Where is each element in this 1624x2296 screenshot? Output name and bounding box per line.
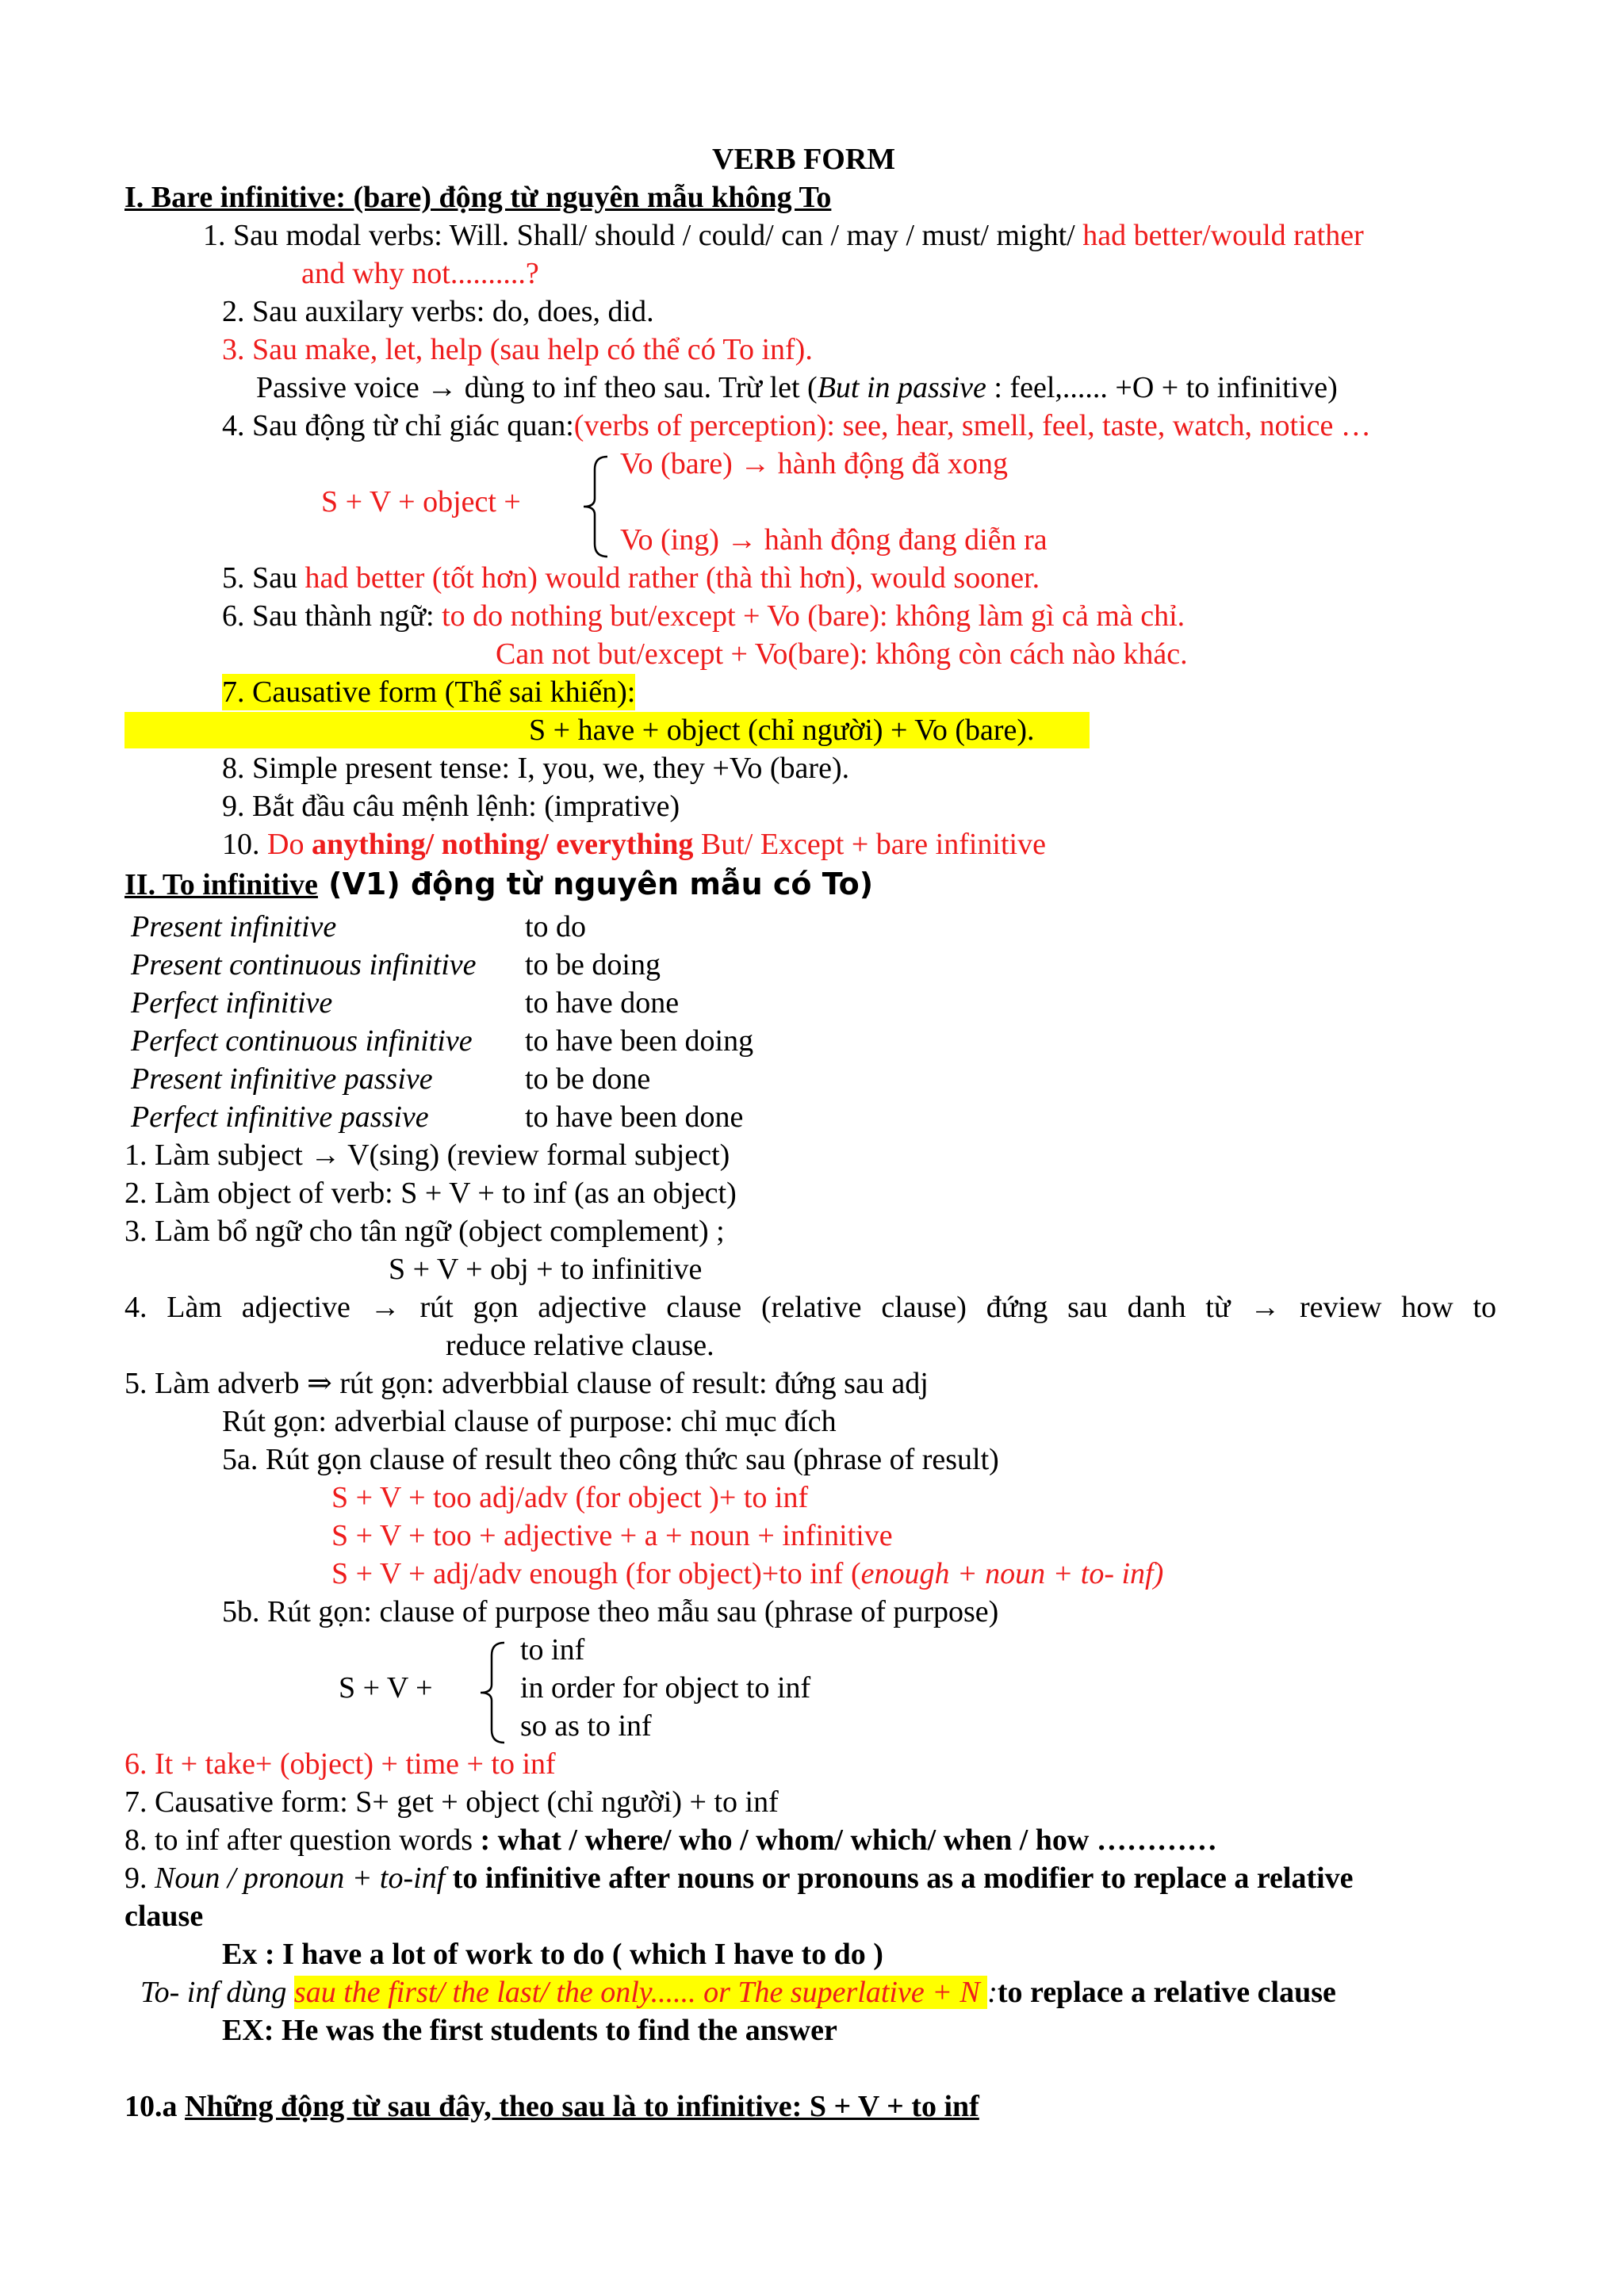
form-value: to have been doing	[525, 1024, 754, 1058]
s1-item-1-cont: and why not..........?	[301, 257, 539, 290]
s1-item-1-text: 1. Sau modal verbs: Will. Shall/ should / could/ can / may / must/ might/	[203, 219, 1083, 252]
s2-item-4-cont: reduce relative clause.	[446, 1329, 714, 1362]
perception-option-bare: Vo (bare) → hành động đã xong	[620, 447, 1008, 480]
s2-item-2: 2. Làm object of verb: S + V + to inf (as an object)	[124, 1177, 737, 1210]
s2-item-1: 1. Làm subject → V(sing) (review formal subject)	[124, 1138, 730, 1172]
section-2-heading	[124, 866, 873, 903]
perception-option-ing: Vo (ing) → hành động đang diễn ra	[620, 523, 1048, 557]
form-name: Perfect continuous infinitive	[131, 1024, 473, 1058]
s1-item-4-red: (verbs of perception): see, hear, smell, feel, taste, watch, notice …	[573, 409, 1371, 442]
s2-item-10a-text: Những động từ sau đây, theo sau là to infinitive: S + V + to inf	[185, 2090, 979, 2123]
s1-passive-c: : feel,...... +O + to infinitive)	[986, 371, 1338, 404]
s2-item-9-desc: to infinitive after nouns or pronouns as a modifier to replace a relative	[445, 1862, 1354, 1895]
s1-item-10-bold: anything/ nothing/ everything	[311, 828, 694, 861]
s2-item-3: 3. Làm bổ ngữ cho tân ngữ (object complement) ;	[124, 1215, 725, 1248]
s2-item-6: 6. It + take+ (object) + time + to inf	[124, 1747, 556, 1781]
purpose-option-1: to inf	[520, 1633, 585, 1667]
s1-item-6-cont: Can not but/except + Vo(bare): không còn cách nào khác.	[496, 637, 1188, 671]
example-1: Ex : I have a lot of work to do ( which I have to do )	[222, 1938, 883, 1971]
s1-item-10	[222, 826, 1046, 863]
s1-passive-a: Passive voice → dùng to inf theo sau. Trừ let (	[256, 371, 818, 404]
s1-item-5-red: had better (tốt hơn) would rather (thà thì hơn), would sooner.	[304, 561, 1040, 595]
s2-item-10a	[124, 2088, 979, 2125]
s1-item-8: 8. Simple present tense: I, you, we, they +Vo (bare).	[222, 752, 850, 785]
perception-formula: S + V + object +	[321, 485, 521, 519]
s1-item-2: 2. Sau auxilary verbs: do, does, did.	[222, 295, 654, 328]
s2-item-9	[124, 1860, 1354, 1896]
to-inf-usage-highlight: sau the first/ the last/ the only...... or The superlative + N	[293, 1976, 988, 2009]
page-title: VERB FORM	[712, 143, 896, 176]
purpose-formula: S + V +	[339, 1671, 433, 1705]
result-formula-3-a: S + V + adj/adv enough (for object)+to inf (	[331, 1557, 861, 1590]
section-2-heading-a: II. To infinitive	[124, 868, 318, 901]
s2-item-8-text: 8. to inf after question words	[124, 1823, 481, 1857]
result-formula-2: S + V + too + adjective + a + noun + infinitive	[331, 1519, 893, 1552]
s1-item-9: 9. Bắt đầu câu mệnh lệnh: (imprative)	[222, 790, 680, 823]
s2-item-4: 4. Làm adjective → rút gọn adjective clause (relative clause) đứng sau danh từ → review how to	[124, 1291, 1496, 1324]
brace-icon	[476, 1641, 508, 1744]
s2-item-5a: 5a. Rút gọn clause of result theo công thức sau (phrase of result)	[222, 1443, 999, 1476]
s2-item-7: 7. Causative form: S+ get + object (chỉ người) + to inf	[124, 1785, 779, 1819]
s2-item-5: 5. Làm adverb ⇒ rút gọn: adverbbial clause of result: đứng sau adj	[124, 1367, 929, 1400]
s2-item-5-purpose: Rút gọn: adverbial clause of purpose: chỉ mục đích	[222, 1405, 837, 1438]
s2-item-5b: 5b. Rút gọn: clause of purpose theo mẫu sau (phrase of purpose)	[222, 1595, 999, 1628]
s1-item-1	[203, 217, 1364, 254]
s1-item-5	[222, 560, 1040, 596]
s2-item-8-words: : what / where/ who / whom/ which/ when / how …………	[480, 1823, 1217, 1857]
s1-item-1-red: had better/would rather	[1082, 219, 1364, 252]
form-name: Perfect infinitive	[131, 986, 333, 1020]
form-value: to be doing	[525, 948, 661, 982]
result-formula-3	[331, 1556, 1163, 1592]
s1-item-10-rest: But/ Except + bare infinitive	[693, 828, 1046, 861]
form-value: to have been done	[525, 1100, 744, 1134]
section-1-heading: I. Bare infinitive: (bare) động từ nguyên mẫu không To	[124, 181, 832, 214]
brace-icon	[579, 455, 611, 558]
form-name: Present infinitive passive	[131, 1062, 433, 1096]
s2-item-8	[124, 1822, 1217, 1858]
form-value: to do	[525, 910, 587, 943]
purpose-option-3: so as to inf	[520, 1709, 652, 1743]
result-formula-3-b: enough + noun + to- inf)	[860, 1557, 1164, 1590]
s2-item-9-num: 9.	[124, 1862, 155, 1895]
s1-item-4	[222, 408, 1371, 444]
form-value: to have done	[525, 986, 680, 1020]
s1-item-6-red: to do nothing but/except + Vo (bare): không làm gì cả mà chỉ.	[442, 599, 1185, 633]
to-inf-usage-d: to replace a relative clause	[997, 1976, 1336, 2009]
form-value: to be done	[525, 1062, 651, 1096]
form-name: Present continuous infinitive	[131, 948, 477, 982]
causative-formula: S + have + object (chỉ người) + Vo (bare).	[124, 712, 1090, 748]
section-2-heading-b: (V1) động từ nguyên mẫu có To)	[317, 867, 874, 901]
s1-item-7: 7. Causative form (Thể sai khiến):	[222, 675, 636, 709]
form-name: Perfect infinitive passive	[131, 1100, 429, 1134]
s1-item-4-text: 4. Sau động từ chỉ giác quan:	[222, 409, 574, 442]
s1-item-3: 3. Sau make, let, help (sau help có thể có To inf).	[222, 333, 813, 366]
result-formula-1: S + V + too adj/adv (for object )+ to inf	[331, 1481, 809, 1514]
s2-item-3-formula: S + V + obj + to infinitive	[389, 1253, 703, 1286]
to-inf-usage-a: To- inf dùng	[140, 1976, 294, 2009]
s2-item-10a-num: 10.a	[124, 2090, 185, 2123]
purpose-option-2: in order for object to inf	[520, 1671, 811, 1705]
s1-passive-b: But in passive	[817, 371, 986, 404]
s1-item-6	[222, 598, 1185, 634]
s2-item-9-cont: clause	[124, 1900, 204, 1933]
form-name: Present infinitive	[131, 910, 337, 943]
s2-item-9-pattern: Noun / pronoun + to-inf	[155, 1862, 446, 1895]
s1-item-5-text: 5. Sau	[222, 561, 305, 595]
example-2: EX: He was the first students to find the answer	[222, 2014, 837, 2047]
s1-item-10-num: 10.	[222, 828, 267, 861]
s1-item-10-do: Do	[267, 828, 312, 861]
s1-item-6-text: 6. Sau thành ngữ:	[222, 599, 442, 633]
to-inf-usage	[140, 1974, 1336, 2011]
s1-item-3-passive	[256, 369, 1338, 406]
to-inf-usage-colon: :	[987, 1976, 998, 2009]
